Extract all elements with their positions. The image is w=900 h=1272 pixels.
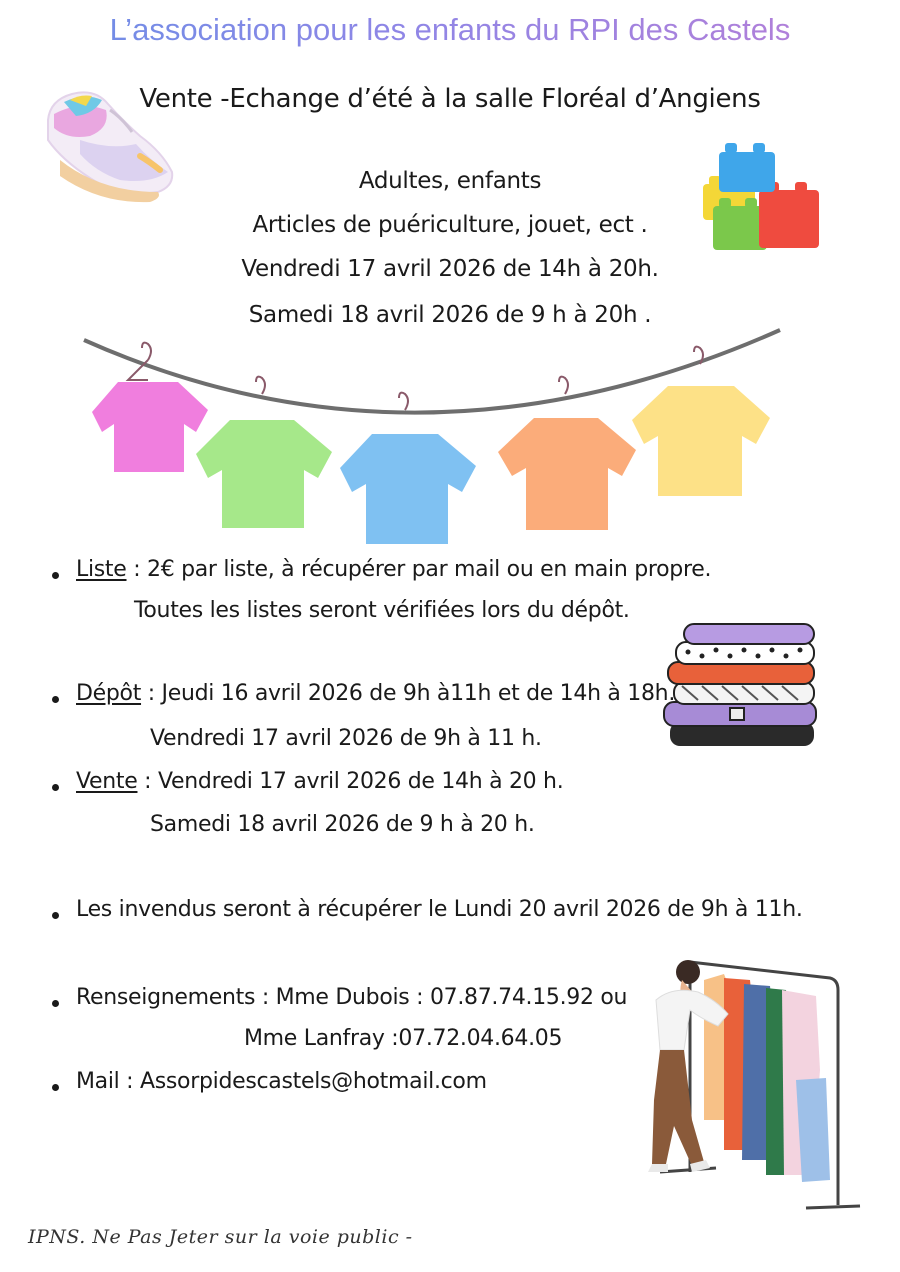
intro-articles: Articles de puériculture, jouet, ect . [252,212,648,238]
intro-audience: Adultes, enfants [358,168,542,194]
tshirt-blue-icon [340,393,476,544]
invendus-line: Les invendus seront à récupérer le Lundi 20 avril 2026 de 9h à 11h. [76,897,803,922]
liste-line [76,557,711,582]
clothing-rack-icon [620,950,870,1220]
depot-line2: Vendredi 17 avril 2026 de 9h à 11 h. [150,726,542,751]
bullet [52,572,59,579]
vente-line [76,769,563,794]
intro-friday: Vendredi 17 avril 2026 de 14h à 20h. [241,256,659,282]
tshirt-pink-icon [92,343,208,472]
bullet [52,784,59,791]
liste-label: Liste [76,557,127,582]
depot-line [76,681,675,706]
depot-label: Dépôt [76,681,142,706]
bullet [52,1000,59,1007]
lego-blocks-icon [695,140,825,260]
bullet [52,696,59,703]
liste-line2: Toutes les listes seront vérifiées lors du dépôt. [134,598,630,623]
vente-label: Vente [76,769,138,794]
liste-text: : 2€ par liste, à récupérer par mail ou en main propre. [126,557,712,582]
renseignements-line2: Mme Lanfray :07.72.04.64.05 [244,1026,563,1051]
renseignements-line: Renseignements : Mme Dubois : 07.87.74.15.92 ou [76,985,628,1010]
intro-saturday: Samedi 18 avril 2026 de 9 h à 20h . [248,302,652,328]
clothesline-illustration [0,320,900,550]
bullet [52,1084,59,1091]
association-header: L’association pour les enfants du RPI des Castels [0,12,900,48]
depot-text: : Jeudi 16 avril 2026 de 9h à11h et de 14h à 18h. [141,681,676,706]
event-title: Vente -Echange d’été à la salle Floréal d’Angiens [139,84,761,114]
ipns-footer: IPNS. Ne Pas Jeter sur la voie public - [28,1226,413,1248]
vente-text: : Vendredi 17 avril 2026 de 14h à 20 h. [137,769,564,794]
mail-line: Mail : Assorpidescastels@hotmail.com [76,1069,487,1094]
vente-line2: Samedi 18 avril 2026 de 9 h à 20 h. [150,812,535,837]
folded-clothes-icon [658,622,824,752]
bullet [52,912,59,919]
tshirt-yellow-icon [632,347,770,496]
